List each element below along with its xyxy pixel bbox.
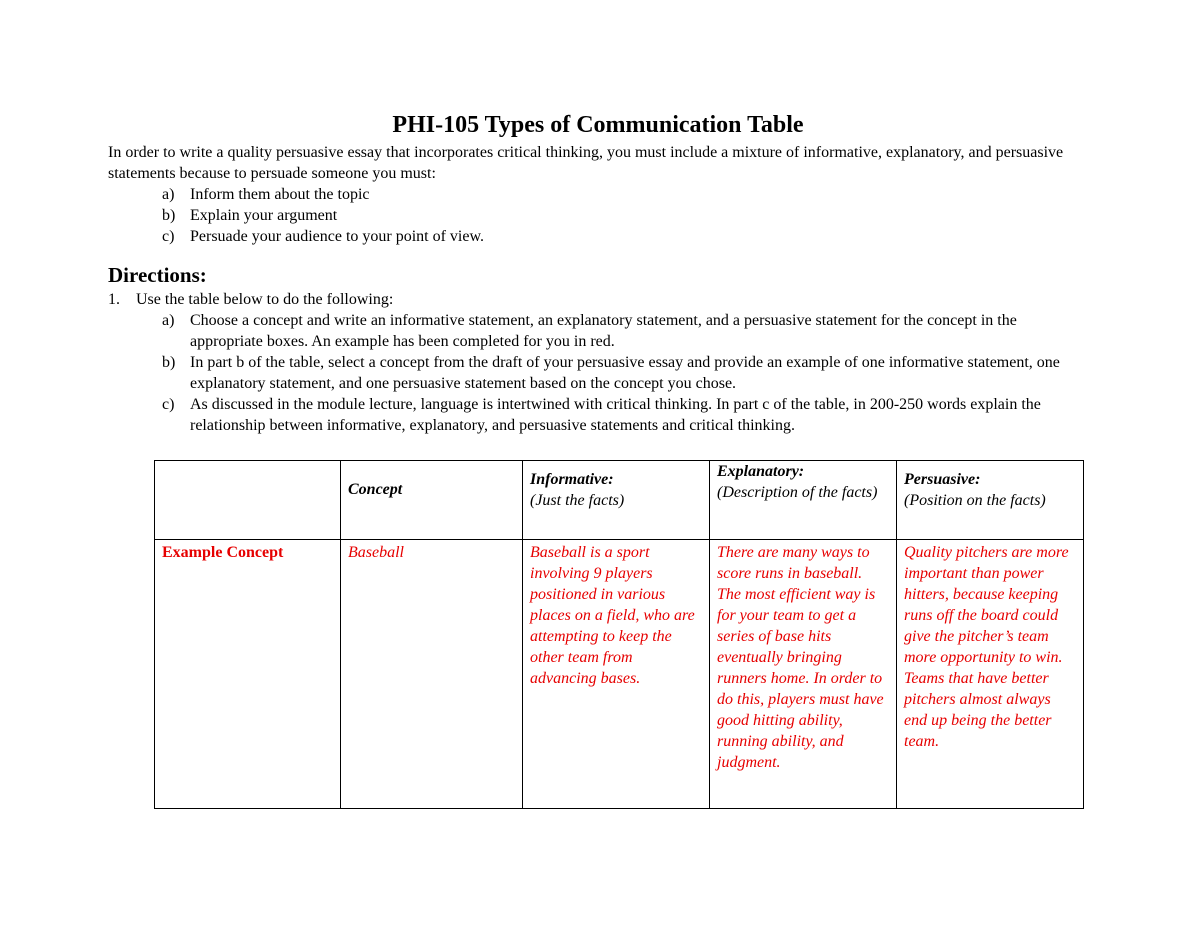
directions-sublist (108, 310, 1088, 436)
intro-list (108, 184, 1088, 247)
directions-step (108, 289, 1088, 310)
step-text: Use the table below to do the following: (136, 291, 394, 308)
list-item-text: Persuade your audience to your point of view. (190, 228, 484, 245)
header-persuasive-label: Persuasive: (904, 471, 981, 488)
list-item (162, 394, 1088, 436)
example-explanatory-cell: There are many ways to score runs in baseball. The most efficient way is for your team to get a series of base hits eventually bringing runners home. In order to do this, players must have good hitting ability, running ability, and judgment. (710, 540, 897, 809)
header-explanatory-sub: (Description of the facts) (717, 484, 878, 501)
directions-heading: Directions: (108, 263, 207, 287)
list-marker: c) (162, 228, 175, 245)
header-explanatory-label: Explanatory: (717, 463, 805, 480)
list-item-text: Choose a concept and write an informative statement, an explanatory statement, and a persuasive statement for the concept in the appropriate boxes. An example has been completed for you in red. (190, 312, 1017, 350)
table-row (155, 540, 1084, 809)
list-item-text: Explain your argument (190, 207, 338, 224)
document-page (108, 110, 1088, 436)
header-cell-concept (341, 461, 523, 540)
list-marker: b) (162, 354, 176, 371)
list-item-text: In part b of the table, select a concept from the draft of your persuasive essay and provide an example of one informative statement, one explanatory statement, and one persuasive statement based on the concept you chose. (190, 354, 1060, 392)
table-header-row (155, 461, 1084, 540)
header-cell-explanatory (710, 461, 897, 540)
page-title: PHI-105 Types of Communication Table (392, 112, 804, 138)
list-item (162, 226, 1088, 247)
list-marker: b) (162, 207, 176, 224)
header-cell-blank (155, 461, 341, 540)
list-item (162, 310, 1088, 352)
list-item (162, 205, 1088, 226)
header-informative-label: Informative: (530, 471, 614, 488)
example-concept-cell: Baseball (341, 540, 523, 809)
intro-paragraph: In order to write a quality persuasive essay that incorporates critical thinking, you must include a mixture of informative, explanatory, and persuasive statements because to persuade someone you must: (108, 144, 1064, 182)
list-marker: a) (162, 186, 175, 203)
example-informative-cell: Baseball is a sport involving 9 players positioned in various places on a field, who are attempting to keep the other team from advancing bases. (523, 540, 710, 809)
example-concept-label: Example Concept (155, 540, 341, 809)
step-marker: 1. (108, 291, 120, 308)
list-marker: c) (162, 396, 175, 413)
example-persuasive-cell: Quality pitchers are more important than power hitters, because keeping runs off the board could give the pitcher’s team more opportunity to win. Teams that have better pitchers almost always end up being the better team. (897, 540, 1084, 809)
header-cell-informative (523, 461, 710, 540)
list-item-text: As discussed in the module lecture, language is intertwined with critical thinking. In part c of the table, in 200-250 words explain the relationship between informative, explanatory, and persuasive statements and critical thinking. (190, 396, 1041, 434)
header-persuasive-sub: (Position on the facts) (904, 492, 1046, 509)
communication-table (154, 460, 1084, 809)
header-informative-sub: (Just the facts) (530, 492, 625, 509)
header-cell-persuasive (897, 461, 1084, 540)
list-item (162, 184, 1088, 205)
list-item (162, 352, 1088, 394)
list-marker: a) (162, 312, 175, 329)
header-concept-label: Concept (348, 481, 403, 498)
list-item-text: Inform them about the topic (190, 186, 370, 203)
